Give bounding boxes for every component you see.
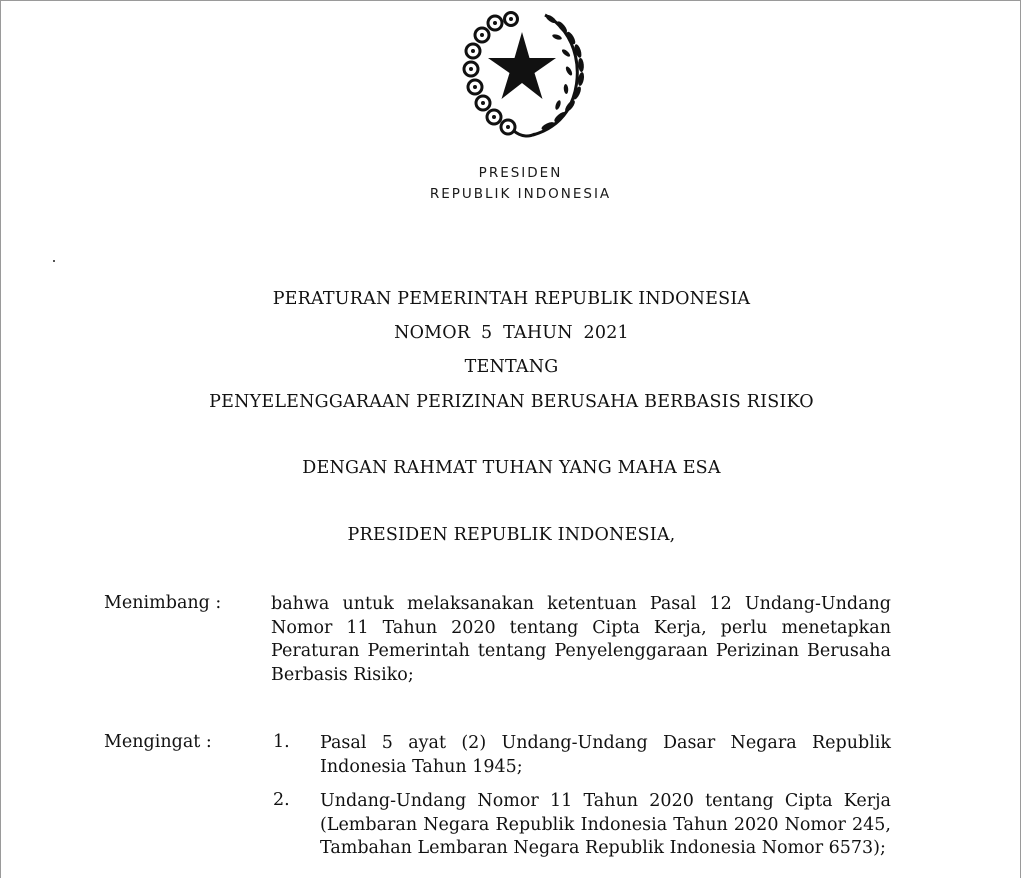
regulation-number: NOMOR 5 TAHUN 2021 [394,323,629,343]
mengingat-item-text: Undang-Undang Nomor 11 Tahun 2020 tentang Cipta Kerja (Lembaran Negara Republik Indonesia Tahun 2020 Nomor 245, Tambahan Lembaran Negara Republik Indonesia Nomor 6573); [320,791,891,858]
header-republik-indonesia: REPUBLIK INDONESIA [429,186,612,202]
regulation-title: PERATURAN PEMERINTAH REPUBLIK INDONESIA [272,289,751,309]
menimbang-text: bahwa untuk melaksanakan ketentuan Pasal 12 Undang-Undang Nomor 11 Tahun 2020 tentang Cipta Kerja, perlu menetapkan Peraturan Pemerintah tentang Penyelenggaraan Perizinan Berusaha Berbasis Risiko; [271,594,891,685]
mengingat-label: Mengingat : [104,732,212,752]
header-presiden: PRESIDEN [478,165,563,181]
scan-speck [53,260,55,262]
issuer: PRESIDEN REPUBLIK INDONESIA, [347,525,676,545]
presidential-emblem-icon [459,7,597,143]
regulation-tentang: TENTANG [464,357,559,377]
invocation: DENGAN RAHMAT TUHAN YANG MAHA ESA [302,458,721,478]
menimbang-label: Menimbang : [104,593,222,613]
mengingat-item-number: 1. [273,732,290,752]
regulation-subject: PENYELENGGARAAN PERIZINAN BERUSAHA BERBASIS RISIKO [209,392,814,412]
mengingat-item-number: 2. [273,790,290,810]
mengingat-item-text: Pasal 5 ayat (2) Undang-Undang Dasar Negara Republik Indonesia Tahun 1945; [320,733,891,777]
